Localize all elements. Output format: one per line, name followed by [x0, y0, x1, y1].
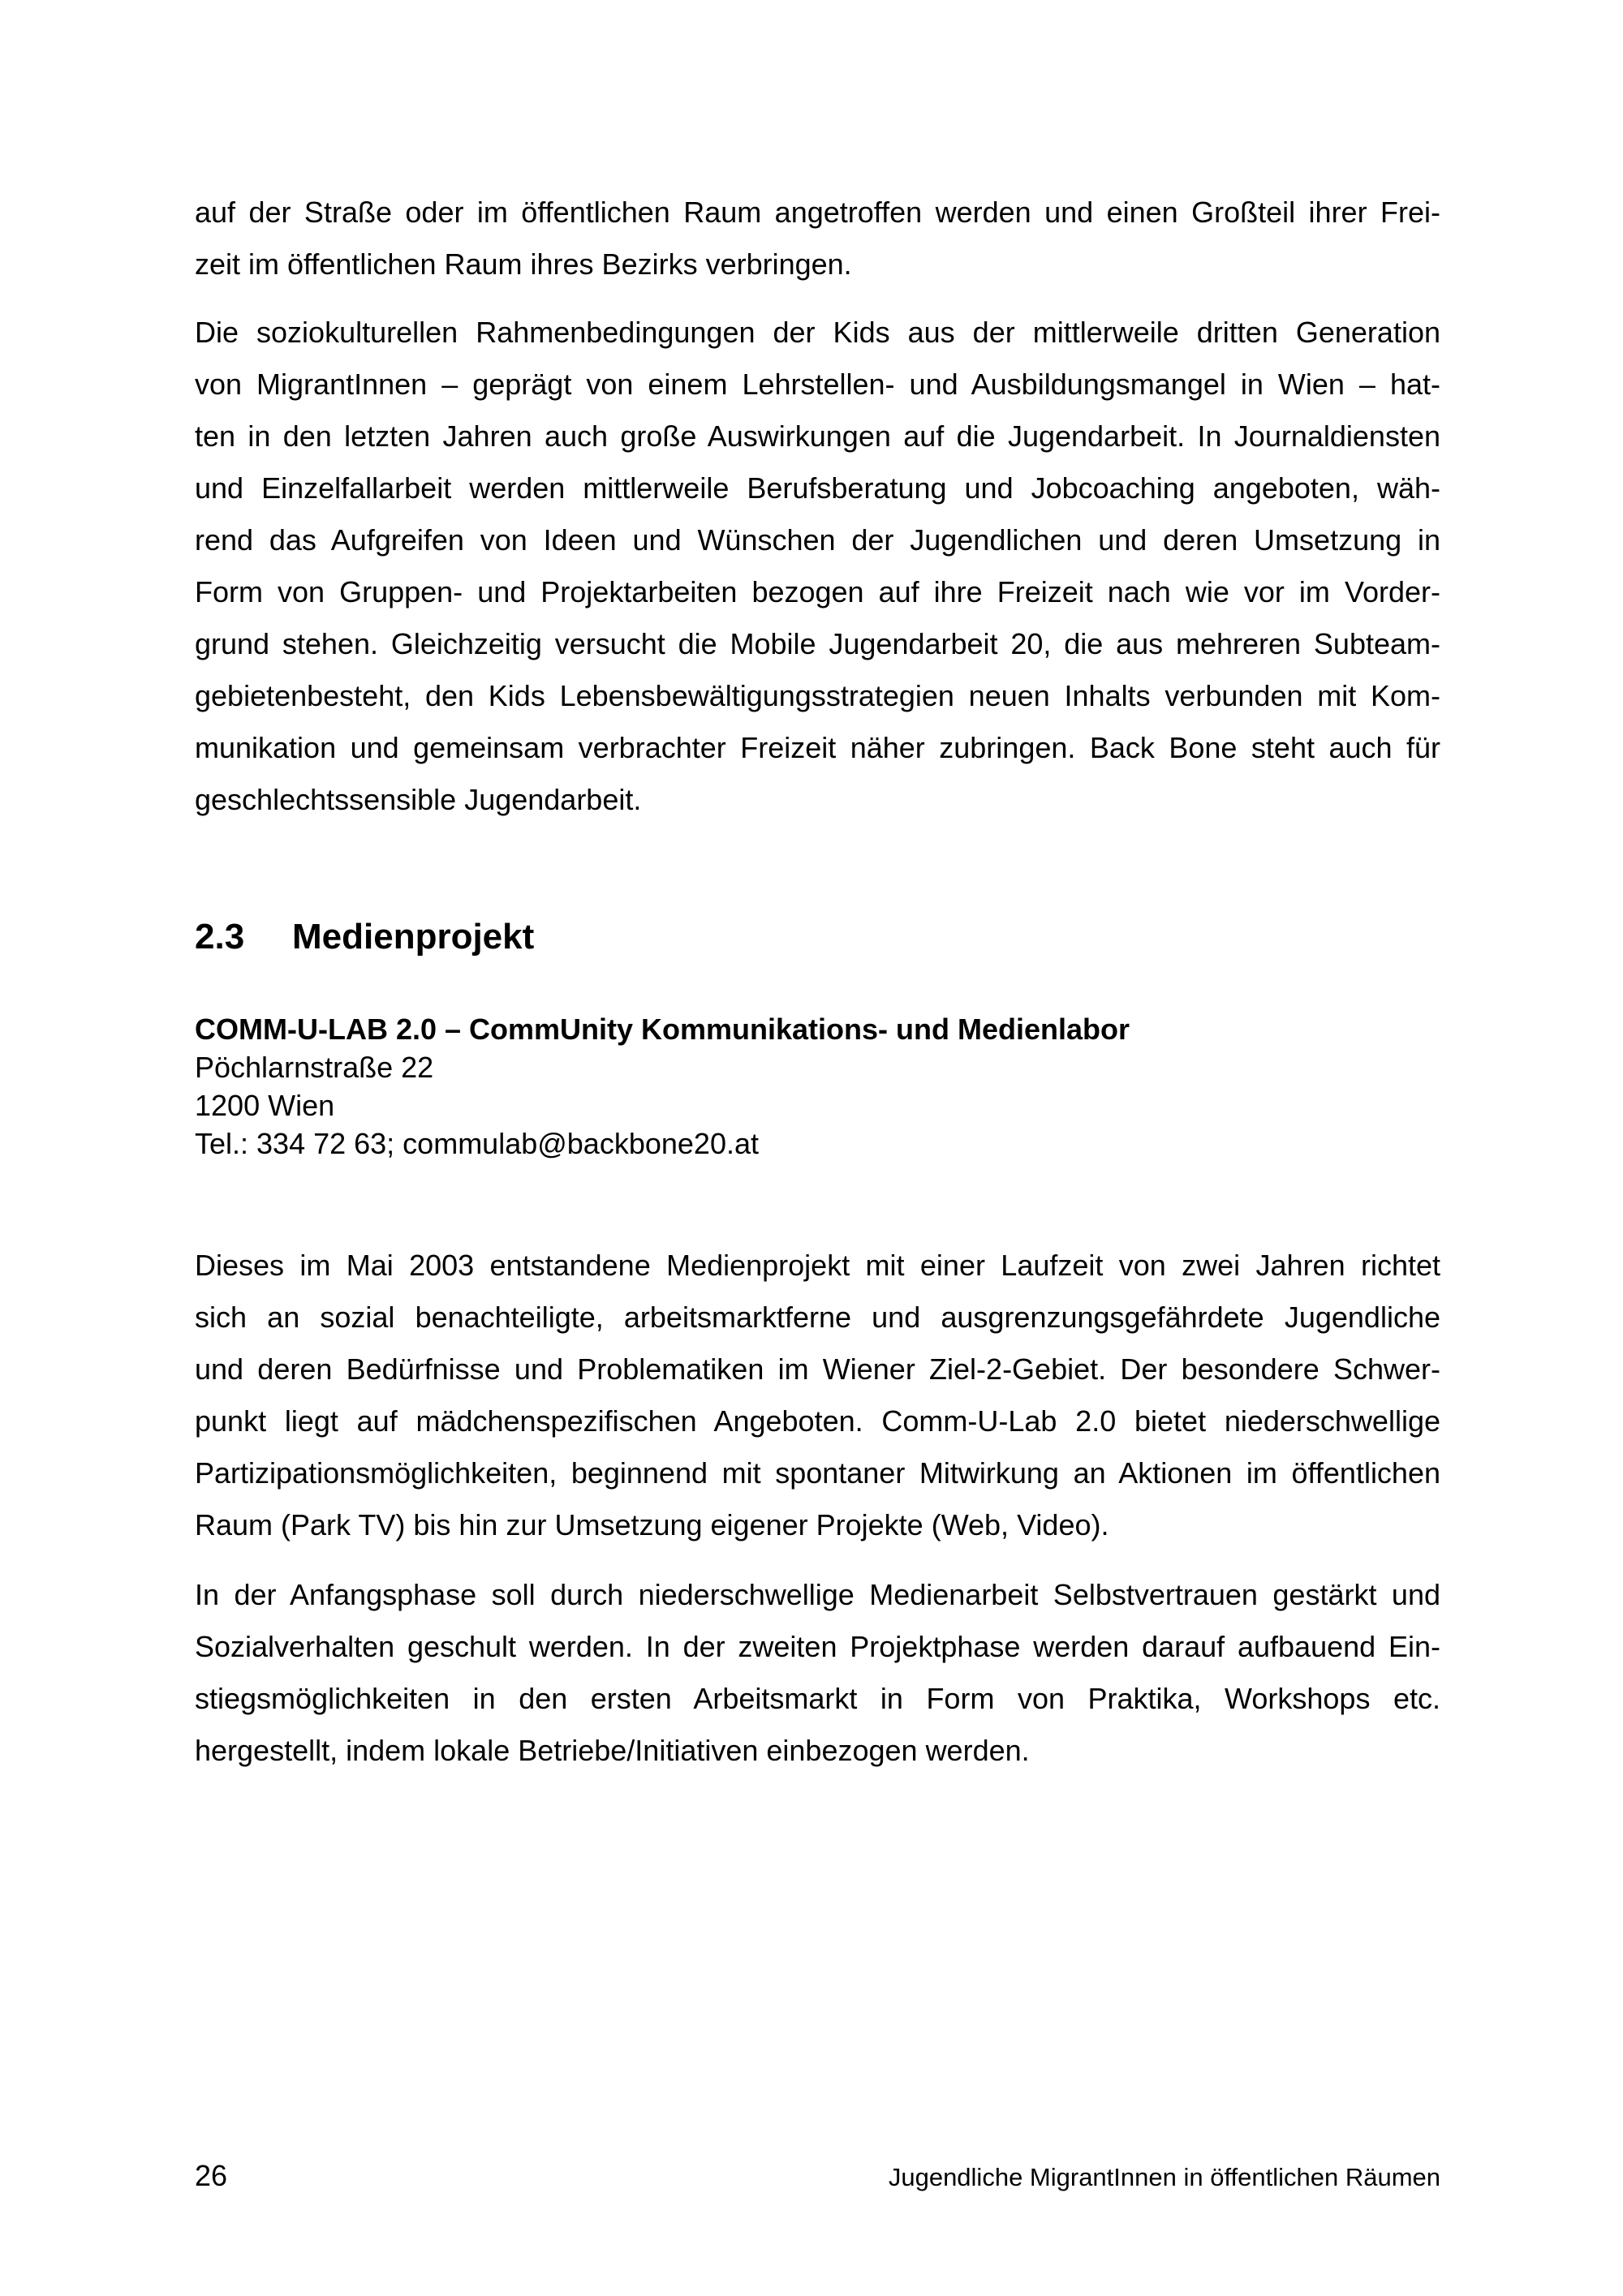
section-number: 2.3 [195, 917, 245, 957]
section-heading [195, 913, 534, 961]
text-line: ten in den letzten Jahren auch große Auswirkungen auf die Jugendarbeit. In Journaldiensten [195, 419, 1440, 453]
city: 1200 Wien [195, 1089, 335, 1122]
text-line: Sozialverhalten geschult werden. In der zweiten Projektphase werden darauf aufbauend Ein- [195, 1630, 1440, 1663]
text-line: Form von Gruppen- und Projektarbeiten bezogen auf ihre Freizeit nach wie vor im Vorder- [195, 575, 1440, 608]
running-footer-title: Jugendliche MigrantInnen in öffentlichen Räumen [888, 2163, 1440, 2191]
text-line: munikation und gemeinsam verbrachter Freizeit näher zubringen. Back Bone steht auch für [195, 731, 1440, 764]
address-block [195, 1010, 1130, 1163]
text-line: Dieses im Mai 2003 entstandene Medienprojekt mit einer Laufzeit von zwei Jahren richtet [195, 1249, 1440, 1282]
paragraph-sociocultural-conditions [195, 307, 1440, 826]
organization-name: COMM-U-LAB 2.0 – CommUnity Kommunikations- und Medienlabor [195, 1013, 1130, 1046]
text-line: sich an sozial benachteiligte, arbeitsmarktferne und ausgrenzungsgefährdete Jugendliche [195, 1301, 1440, 1334]
page-number: 26 [195, 2159, 228, 2192]
street-address: Pöchlarnstraße 22 [195, 1051, 434, 1084]
text-line: und deren Bedürfnisse und Problematiken im Wiener Ziel-2-Gebiet. Der besondere Schwer- [195, 1352, 1440, 1386]
text-line: Partizipationsmöglichkeiten, beginnend mit spontaner Mitwirkung an Aktionen im öffentlichen [195, 1456, 1440, 1490]
text-line: Die soziokulturellen Rahmenbedingungen der Kids aus der mittlerweile dritten Generation [195, 316, 1440, 349]
paragraph-intro-continuation [195, 187, 1440, 290]
text-line: gebietenbesteht, den Kids Lebensbewältigungsstrategien neuen Inhalts verbunden mit Kom- [195, 679, 1440, 712]
section-title: Medienprojekt [292, 917, 535, 957]
contact-info: Tel.: 334 72 63; commulab@backbone20.at [195, 1127, 759, 1160]
text-line: hergestellt, indem lokale Betriebe/Initiativen einbezogen werden. [195, 1734, 1030, 1767]
text-line: von MigrantInnen – geprägt von einem Lehrstellen- und Ausbildungsmangel in Wien – hat- [195, 368, 1440, 401]
paragraph-project-phases [195, 1569, 1440, 1777]
text-line: stiegsmöglichkeiten in den ersten Arbeitsmarkt in Form von Praktika, Workshops etc. [195, 1682, 1440, 1715]
text-line: auf der Straße oder im öffentlichen Raum angetroffen werden und einen Großteil ihrer Frei- [195, 196, 1440, 229]
text-line: geschlechtssensible Jugendarbeit. [195, 783, 642, 816]
text-line: grund stehen. Gleichzeitig versucht die Mobile Jugendarbeit 20, die aus mehreren Subteam- [195, 627, 1440, 660]
paragraph-project-description [195, 1240, 1440, 1551]
text-line: zeit im öffentlichen Raum ihres Bezirks verbringen. [195, 247, 852, 281]
text-line: punkt liegt auf mädchenspezifischen Angeboten. Comm-U-Lab 2.0 bietet niederschwellige [195, 1404, 1440, 1438]
text-line: In der Anfangsphase soll durch niederschwellige Medienarbeit Selbstvertrauen gestärkt und [195, 1578, 1440, 1611]
text-line: rend das Aufgreifen von Ideen und Wünschen der Jugendlichen und deren Umsetzung in [195, 523, 1440, 557]
text-line: Raum (Park TV) bis hin zur Umsetzung eigener Projekte (Web, Video). [195, 1508, 1109, 1541]
text-line: und Einzelfallarbeit werden mittlerweile Berufsberatung und Jobcoaching angeboten, wäh- [195, 471, 1440, 505]
